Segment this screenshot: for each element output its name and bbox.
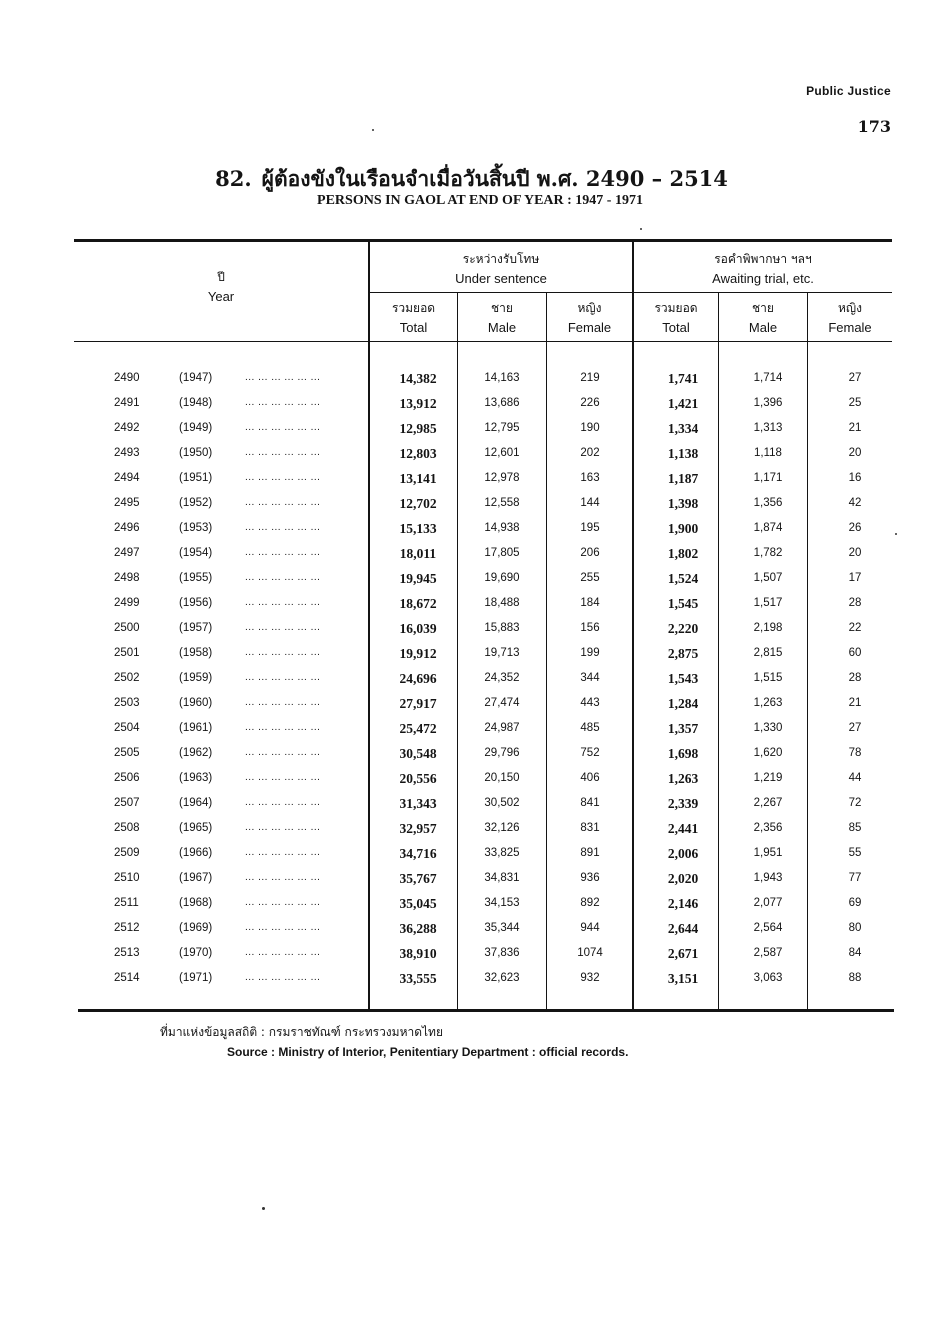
value-cell: 1,543: [667, 671, 699, 686]
value-cell: 1,951: [753, 847, 783, 859]
year-be-cell: 2513: [114, 947, 140, 959]
value-cell: 12,978: [484, 472, 520, 484]
year-ad-cell: (1955): [179, 572, 213, 584]
year-ad-cell: (1965): [179, 822, 213, 834]
value-cell: 60: [848, 647, 862, 659]
value-cell: 13,141: [399, 471, 437, 486]
value-cell: 12,803: [399, 446, 437, 461]
value-cell: 84: [848, 947, 862, 959]
year-be-cell: 2506: [114, 772, 140, 784]
value-cell: 2,875: [667, 646, 699, 661]
value-cell: 19,912: [399, 646, 437, 661]
value-cell: 42: [848, 497, 862, 509]
value-cell: 443: [580, 697, 600, 709]
value-cell: 2,587: [753, 947, 783, 959]
value-cell: 30,502: [484, 797, 520, 809]
leader-dots: ... ... ... ... ... ...: [245, 722, 321, 733]
year-ad-cell: (1949): [179, 422, 213, 434]
year-be-cell: 2507: [114, 797, 140, 809]
value-cell: 3,063: [753, 972, 783, 984]
value-cell: 219: [580, 372, 600, 384]
value-cell: 199: [580, 647, 600, 659]
year-ad-cell: (1966): [179, 847, 213, 859]
value-cell: 1,187: [667, 471, 699, 486]
year-be-cell: 2492: [114, 422, 140, 434]
year-header-thai: ปี: [217, 270, 225, 284]
value-cell: 190: [580, 422, 600, 434]
value-cell: 255: [580, 572, 600, 584]
value-cell: 1,396: [753, 397, 783, 409]
value-cell: 18,011: [399, 546, 437, 561]
value-cell: 16: [848, 472, 862, 484]
value-cell: 32,623: [484, 972, 520, 984]
value-cell: 1,874: [753, 522, 783, 534]
value-cell: 18,672: [399, 596, 437, 611]
table-title-english: PERSONS IN GAOL AT END OF YEAR : 1947 - 1971: [317, 193, 643, 208]
year-ad-cell: (1967): [179, 872, 213, 884]
value-cell: 2,815: [753, 647, 783, 659]
value-cell: 944: [580, 922, 600, 934]
value-cell: 2,356: [753, 822, 783, 834]
year-be-cell: 2511: [114, 897, 139, 909]
value-cell: 21: [848, 697, 862, 709]
value-cell: 1,943: [753, 872, 783, 884]
year-ad-cell: (1960): [179, 697, 213, 709]
scan-speck: [895, 533, 897, 535]
awaiting-trial-english: Awaiting trial, etc.: [712, 271, 814, 286]
year-ad-cell: (1948): [179, 397, 213, 409]
value-cell: 1,782: [753, 547, 783, 559]
value-cell: 752: [580, 747, 600, 759]
value-cell: 19,945: [399, 571, 437, 586]
value-cell: 24,696: [399, 671, 437, 686]
value-cell: 1,545: [667, 596, 699, 611]
leader-dots: ... ... ... ... ... ...: [245, 447, 321, 458]
source-thai: ที่มาแห่งข้อมูลสถิติ : กรมราชทัณฑ์ กระทรวงมหาดไทย: [160, 1025, 443, 1039]
value-cell: 37,836: [484, 947, 520, 959]
leader-dots: ... ... ... ... ... ...: [245, 497, 321, 508]
year-ad-cell: (1947): [179, 372, 213, 384]
group-rule-under-sentence: [369, 292, 633, 293]
year-ad-cell: (1964): [179, 797, 213, 809]
value-cell: 13,686: [484, 397, 520, 409]
value-cell: 16,039: [399, 621, 437, 636]
value-cell: 2,564: [753, 922, 783, 934]
value-cell: 206: [580, 547, 600, 559]
leader-dots: ... ... ... ... ... ...: [245, 772, 321, 783]
value-cell: 21: [848, 422, 862, 434]
value-cell: 485: [580, 722, 600, 734]
value-cell: 2,671: [667, 946, 699, 961]
value-cell: 20,150: [484, 772, 520, 784]
value-cell: 195: [580, 522, 600, 534]
scan-speck: [640, 228, 642, 230]
leader-dots: ... ... ... ... ... ...: [245, 622, 321, 633]
year-ad-cell: (1968): [179, 897, 213, 909]
leader-dots: ... ... ... ... ... ...: [245, 747, 321, 758]
table-number: 82.: [215, 166, 252, 191]
scan-speck: [262, 1207, 265, 1210]
value-cell: 13,912: [399, 396, 437, 411]
value-cell: 20,556: [399, 771, 437, 786]
year-be-cell: 2499: [114, 597, 140, 609]
value-cell: 15,133: [399, 521, 437, 536]
value-cell: 406: [580, 772, 600, 784]
value-cell: 1,620: [753, 747, 783, 759]
leader-dots: ... ... ... ... ... ...: [245, 372, 321, 383]
value-cell: 1,334: [667, 421, 699, 436]
value-cell: 34,153: [484, 897, 520, 909]
value-cell: 163: [580, 472, 600, 484]
year-ad-cell: (1963): [179, 772, 213, 784]
value-cell: 12,558: [484, 497, 520, 509]
year-ad-cell: (1959): [179, 672, 213, 684]
year-be-cell: 2493: [114, 447, 140, 459]
value-cell: 1,515: [753, 672, 783, 684]
year-be-cell: 2508: [114, 822, 140, 834]
value-cell: 1,802: [667, 546, 699, 561]
value-cell: 35,767: [399, 871, 437, 886]
value-cell: 144: [580, 497, 600, 509]
year-ad-cell: (1958): [179, 647, 213, 659]
value-cell: 33,555: [399, 971, 437, 986]
year-ad-cell: (1971): [179, 972, 213, 984]
year-ad-cell: (1950): [179, 447, 213, 459]
leader-dots: ... ... ... ... ... ...: [245, 597, 321, 608]
column-divider: [368, 241, 370, 1009]
value-cell: 28: [848, 672, 862, 684]
leader-dots: ... ... ... ... ... ...: [245, 872, 321, 883]
value-cell: 44: [848, 772, 862, 784]
value-cell: 12,985: [399, 421, 437, 436]
year-be-cell: 2500: [114, 622, 140, 634]
year-be-cell: 2509: [114, 847, 140, 859]
column-divider: [546, 293, 547, 1009]
value-cell: 1074: [577, 947, 603, 959]
value-cell: 2,339: [667, 796, 699, 811]
value-cell: 1,357: [667, 721, 699, 736]
value-cell: 1,900: [667, 521, 699, 536]
value-cell: 85: [848, 822, 862, 834]
section-label: Public Justice: [806, 84, 891, 98]
value-cell: 35,045: [399, 896, 437, 911]
value-cell: 27: [848, 722, 862, 734]
value-cell: 2,220: [667, 621, 699, 636]
value-cell: 31,343: [399, 796, 437, 811]
value-cell: 34,716: [399, 846, 437, 861]
year-be-cell: 2504: [114, 722, 140, 734]
leader-dots: ... ... ... ... ... ...: [245, 472, 321, 483]
value-cell: 32,957: [399, 821, 437, 836]
leader-dots: ... ... ... ... ... ...: [245, 422, 321, 433]
value-cell: 17,805: [484, 547, 520, 559]
year-ad-cell: (1953): [179, 522, 213, 534]
value-cell: 1,741: [667, 371, 699, 386]
value-cell: 156: [580, 622, 600, 634]
value-cell: 831: [580, 822, 600, 834]
value-cell: 25: [848, 397, 862, 409]
value-cell: 12,702: [399, 496, 437, 511]
value-cell: 27: [848, 372, 862, 384]
leader-dots: ... ... ... ... ... ...: [245, 922, 321, 933]
value-cell: 892: [580, 897, 600, 909]
value-cell: 20: [848, 547, 862, 559]
female-header: หญิง Female: [828, 301, 872, 335]
title-thai-text: ผู้ต้องขังในเรือนจำเมื่อวันสิ้นปี พ.ศ. 2490 – 2514: [261, 166, 728, 191]
value-cell: 30,548: [399, 746, 437, 761]
year-be-cell: 2494: [114, 472, 140, 484]
year-ad-cell: (1961): [179, 722, 213, 734]
value-cell: 1,330: [753, 722, 783, 734]
value-cell: 2,146: [667, 896, 699, 911]
year-be-cell: 2503: [114, 697, 140, 709]
value-cell: 184: [580, 597, 600, 609]
year-be-cell: 2502: [114, 672, 140, 684]
value-cell: 22: [848, 622, 862, 634]
leader-dots: ... ... ... ... ... ...: [245, 522, 321, 533]
value-cell: 2,077: [753, 897, 783, 909]
under-sentence-english: Under sentence: [455, 271, 547, 286]
leader-dots: ... ... ... ... ... ...: [245, 697, 321, 708]
value-cell: 1,398: [667, 496, 699, 511]
value-cell: 18,488: [484, 597, 520, 609]
top-rule: [74, 239, 892, 242]
value-cell: 35,344: [484, 922, 520, 934]
value-cell: 14,163: [484, 372, 520, 384]
leader-dots: ... ... ... ... ... ...: [245, 897, 321, 908]
value-cell: 1,356: [753, 497, 783, 509]
bottom-rule: [78, 1009, 894, 1012]
year-ad-cell: (1956): [179, 597, 213, 609]
male-header: ชาย Male: [487, 301, 517, 335]
value-cell: 1,507: [753, 572, 783, 584]
value-cell: 32,126: [484, 822, 520, 834]
leader-dots: ... ... ... ... ... ...: [245, 972, 321, 983]
year-ad-cell: (1952): [179, 497, 213, 509]
year-ad-cell: (1970): [179, 947, 213, 959]
value-cell: 2,198: [753, 622, 783, 634]
value-cell: 29,796: [484, 747, 520, 759]
year-ad-cell: (1969): [179, 922, 213, 934]
value-cell: 1,714: [753, 372, 783, 384]
year-header: [74, 268, 368, 306]
year-be-cell: 2512: [114, 922, 140, 934]
total-header: รวมยอด Total: [654, 301, 698, 335]
year-be-cell: 2505: [114, 747, 140, 759]
year-be-cell: 2496: [114, 522, 140, 534]
year-be-cell: 2490: [114, 372, 140, 384]
value-cell: 15,883: [484, 622, 520, 634]
value-cell: 27,917: [399, 696, 437, 711]
value-cell: 33,825: [484, 847, 520, 859]
value-cell: 1,284: [667, 696, 699, 711]
value-cell: 77: [848, 872, 862, 884]
under-sentence-header: [370, 250, 632, 288]
male-header: ชาย Male: [748, 301, 778, 335]
value-cell: 1,263: [753, 697, 783, 709]
value-cell: 14,938: [484, 522, 520, 534]
scan-speck: [372, 129, 374, 131]
group-rule-awaiting-trial: [633, 292, 892, 293]
year-ad-cell: (1954): [179, 547, 213, 559]
value-cell: 69: [848, 897, 862, 909]
value-cell: 24,987: [484, 722, 520, 734]
leader-dots: ... ... ... ... ... ...: [245, 797, 321, 808]
value-cell: 1,171: [753, 472, 783, 484]
value-cell: 2,644: [667, 921, 699, 936]
header-bottom-rule: [74, 341, 892, 342]
value-cell: 1,698: [667, 746, 699, 761]
value-cell: 936: [580, 872, 600, 884]
leader-dots: ... ... ... ... ... ...: [245, 672, 321, 683]
source-english: Source : Ministry of Interior, Penitentiary Department : official records.: [227, 1045, 629, 1059]
year-header-english: Year: [207, 289, 235, 304]
year-ad-cell: (1957): [179, 622, 213, 634]
value-cell: 72: [848, 797, 862, 809]
leader-dots: ... ... ... ... ... ...: [245, 847, 321, 858]
column-divider: [632, 241, 634, 1009]
leader-dots: ... ... ... ... ... ...: [245, 947, 321, 958]
value-cell: 14,382: [399, 371, 437, 386]
value-cell: 25,472: [399, 721, 437, 736]
leader-dots: ... ... ... ... ... ...: [245, 547, 321, 558]
value-cell: 55: [848, 847, 862, 859]
value-cell: 1,524: [667, 571, 699, 586]
value-cell: 27,474: [484, 697, 520, 709]
total-header: รวมยอด Total: [391, 301, 436, 335]
female-header: หญิง Female: [567, 301, 612, 335]
value-cell: 932: [580, 972, 600, 984]
year-be-cell: 2491: [114, 397, 140, 409]
value-cell: 28: [848, 597, 862, 609]
year-ad-cell: (1951): [179, 472, 213, 484]
value-cell: 12,795: [484, 422, 520, 434]
value-cell: 2,441: [667, 821, 699, 836]
value-cell: 20: [848, 447, 862, 459]
value-cell: 2,006: [667, 846, 699, 861]
value-cell: 1,263: [667, 771, 699, 786]
value-cell: 226: [580, 397, 600, 409]
year-ad-cell: (1962): [179, 747, 213, 759]
page-number: 173: [857, 117, 891, 136]
value-cell: 17: [848, 572, 862, 584]
value-cell: 2,020: [667, 871, 699, 886]
year-be-cell: 2495: [114, 497, 140, 509]
year-be-cell: 2497: [114, 547, 140, 559]
value-cell: 1,517: [753, 597, 783, 609]
value-cell: 3,151: [667, 971, 699, 986]
value-cell: 88: [848, 972, 862, 984]
awaiting-trial-header: [634, 250, 892, 288]
value-cell: 891: [580, 847, 600, 859]
value-cell: 344: [580, 672, 600, 684]
year-be-cell: 2501: [114, 647, 140, 659]
value-cell: 12,601: [484, 447, 520, 459]
value-cell: 1,421: [667, 396, 699, 411]
value-cell: 38,910: [399, 946, 437, 961]
leader-dots: ... ... ... ... ... ...: [245, 647, 321, 658]
value-cell: 26: [848, 522, 862, 534]
value-cell: 1,118: [754, 447, 782, 459]
value-cell: 19,713: [484, 647, 520, 659]
value-cell: 841: [580, 797, 600, 809]
leader-dots: ... ... ... ... ... ...: [245, 822, 321, 833]
table-title-thai: [0, 163, 943, 196]
value-cell: 1,219: [753, 772, 783, 784]
awaiting-trial-thai: รอคำพิพากษา ฯลฯ: [714, 252, 812, 266]
year-be-cell: 2510: [114, 872, 140, 884]
under-sentence-thai: ระหว่างรับโทษ: [462, 252, 540, 266]
value-cell: 1,313: [753, 422, 783, 434]
year-be-cell: 2498: [114, 572, 140, 584]
value-cell: 80: [848, 922, 862, 934]
year-be-cell: 2514: [114, 972, 140, 984]
value-cell: 34,831: [484, 872, 520, 884]
leader-dots: ... ... ... ... ... ...: [245, 572, 321, 583]
value-cell: 1,138: [667, 446, 699, 461]
value-cell: 78: [848, 747, 862, 759]
value-cell: 2,267: [753, 797, 783, 809]
value-cell: 202: [580, 447, 600, 459]
leader-dots: ... ... ... ... ... ...: [245, 397, 321, 408]
value-cell: 19,690: [484, 572, 520, 584]
value-cell: 36,288: [399, 921, 437, 936]
value-cell: 24,352: [484, 672, 520, 684]
